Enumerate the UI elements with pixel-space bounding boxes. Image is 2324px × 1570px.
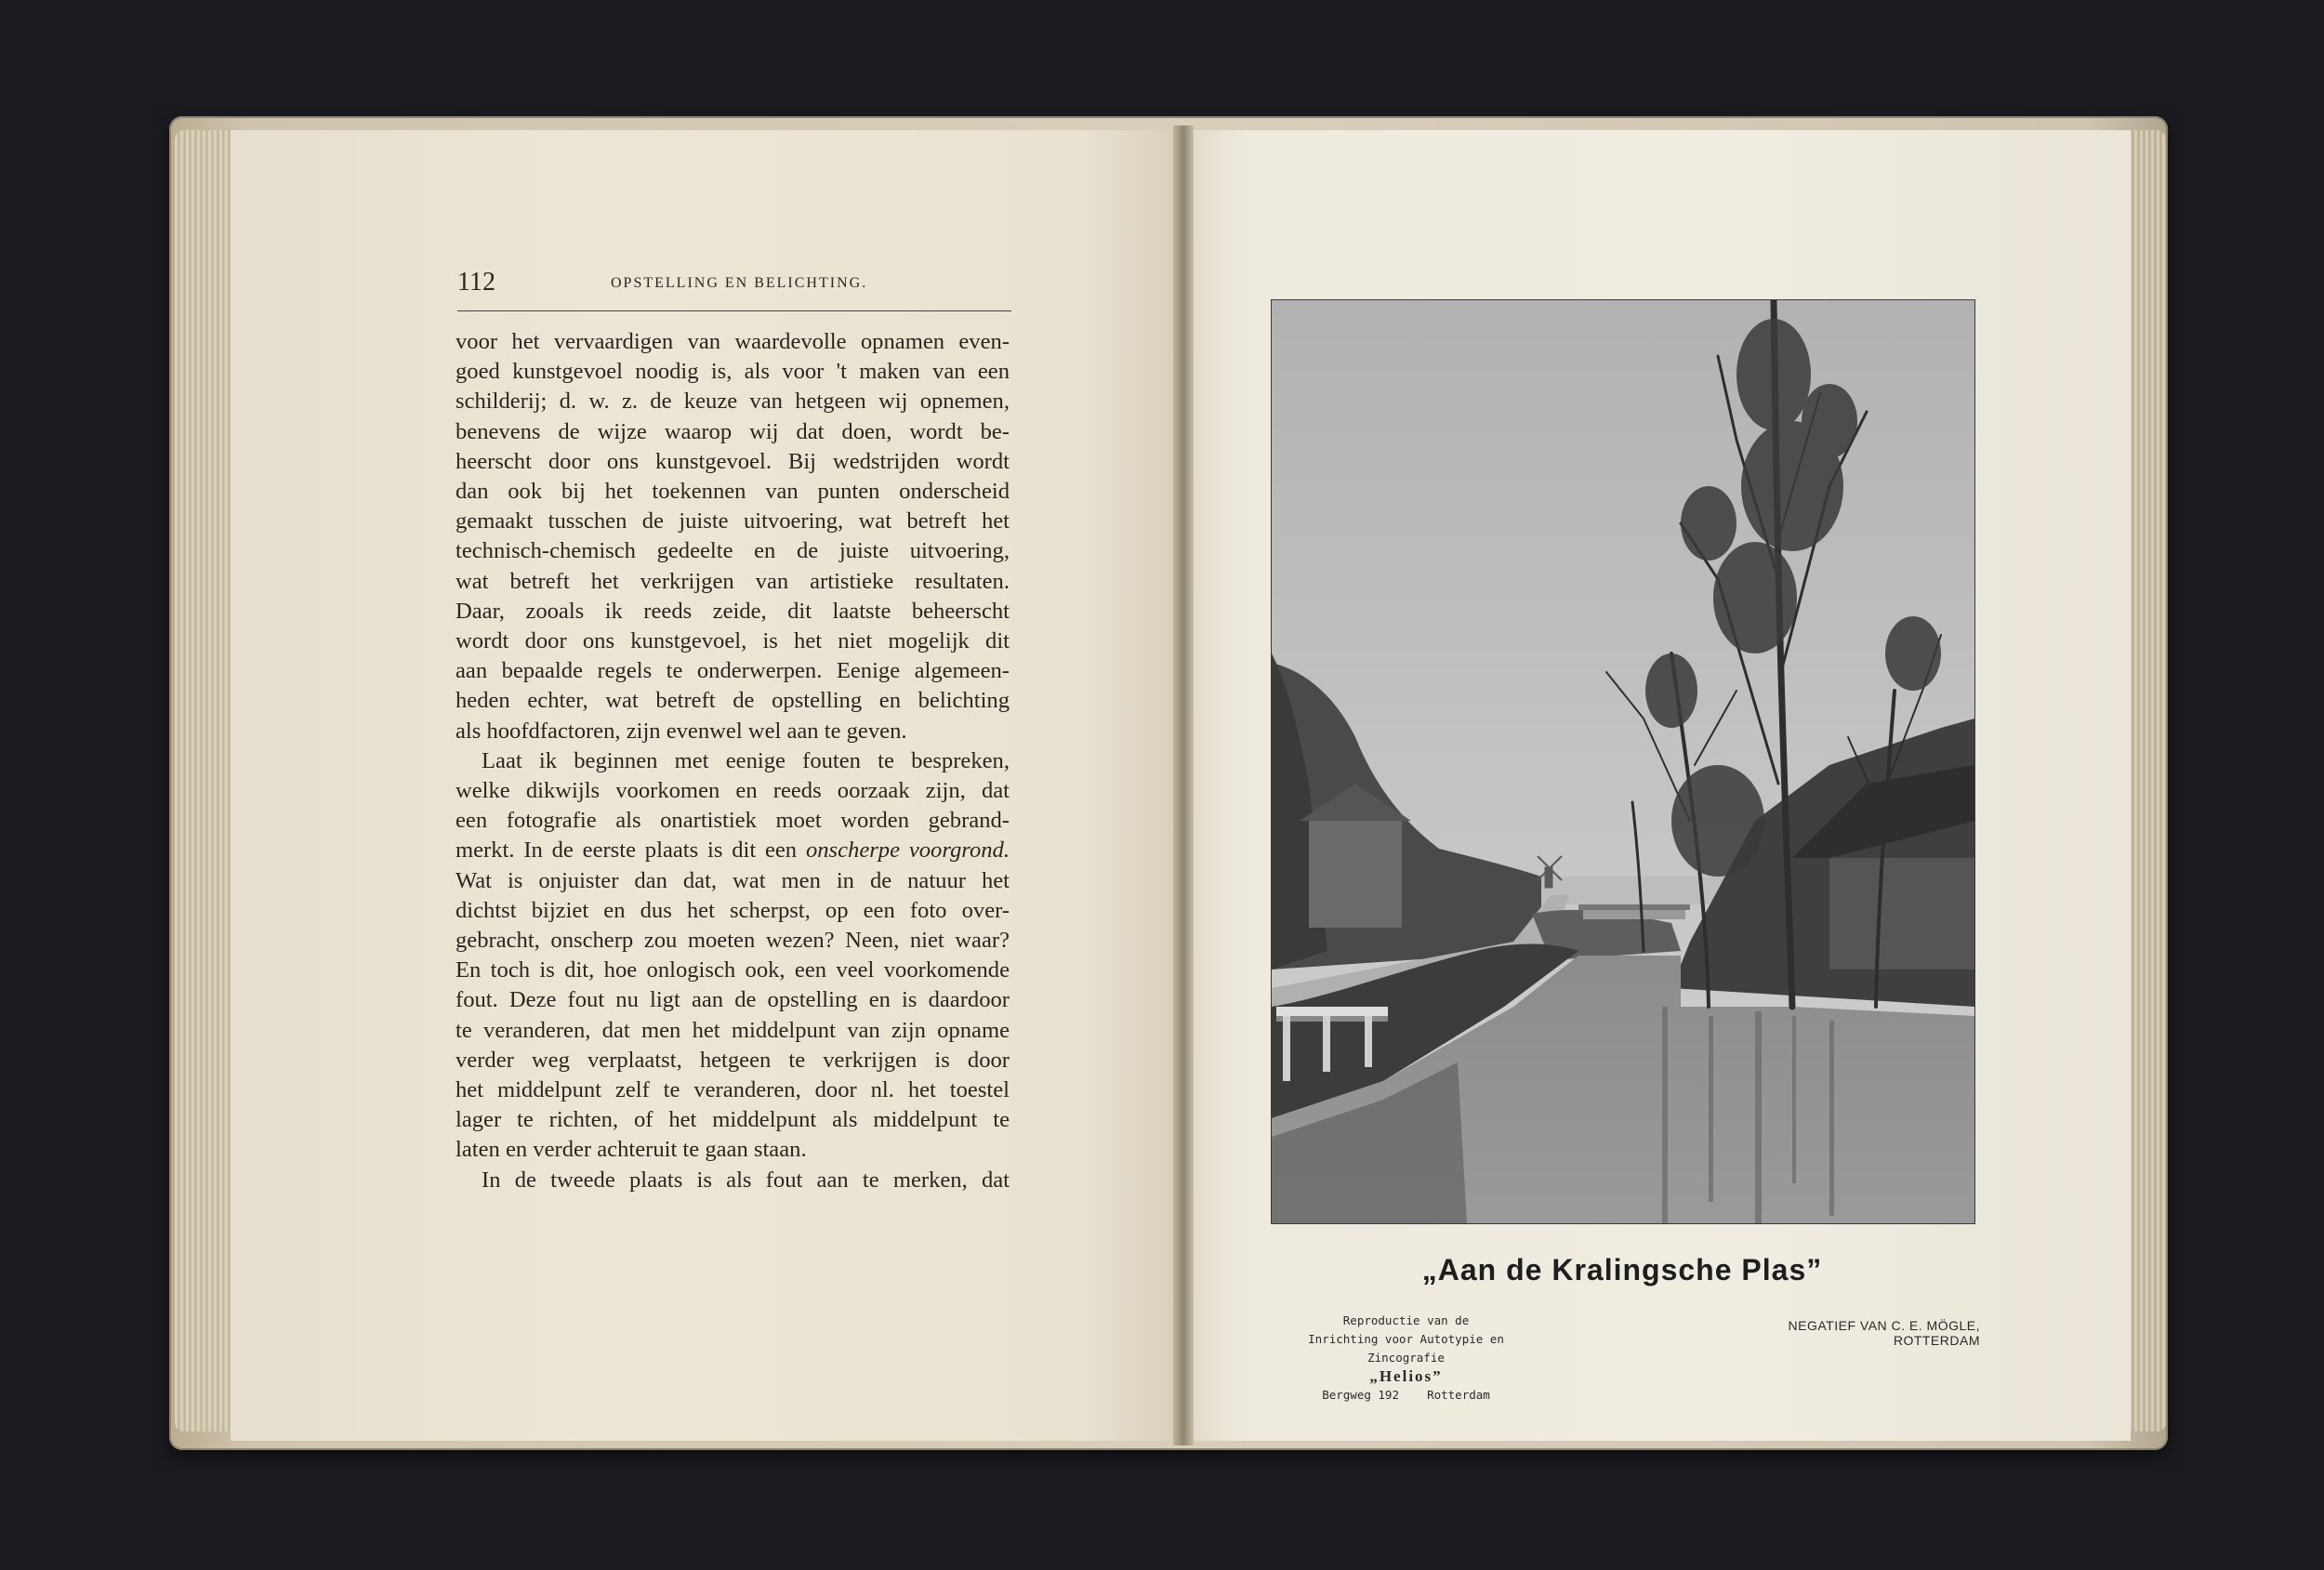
- reproduction-credit: [1278, 1312, 1534, 1405]
- negative-credit: NEGATIEF VAN C. E. MÖGLE, ROTTERDAM: [1788, 1318, 1980, 1348]
- text-line: dichtst bijziet en dus het scherpst, op een foto over-: [456, 897, 1010, 923]
- text-line: het middelpunt zelf te veranderen, door nl. het toestel: [456, 1077, 1010, 1103]
- text-line: goed kunstgevoel noodig is, als voor 't maken van een: [456, 359, 1010, 385]
- text-line: een fotografie als onartistiek moet worden gebrand-: [456, 808, 1010, 834]
- plate-caption: „Aan de Kralingsche Plas”: [1421, 1253, 1823, 1286]
- text-line: welke dikwijls voorkomen en reeds oorzaak zijn, dat: [456, 778, 1010, 804]
- chapter-title: OPSTELLING EN BELICHTING.: [611, 275, 868, 291]
- text-line: verder weg verplaatst, hetgeen te verkrijgen is door: [456, 1047, 1010, 1073]
- page-number: 112: [457, 268, 495, 297]
- running-head: [457, 268, 1011, 311]
- text-line: fout. Deze fout nu ligt aan de opstelling en is daardoor: [456, 987, 1010, 1013]
- text-line: wordt door ons kunstgevoel, is het niet mogelijk dit: [456, 628, 1010, 654]
- landscape-photograph: [1271, 299, 1975, 1224]
- text-line: lager te richten, of het middelpunt als middelpunt te: [456, 1107, 1010, 1133]
- text-segment: merkt. In de eerste plaats is dit een: [456, 838, 798, 864]
- credit-address: Bergweg 192 Rotterdam: [1322, 1388, 1490, 1402]
- text-line: dan ook bij het toekennen van punten onderscheid: [456, 479, 1010, 505]
- credit-line: Reproductie van de: [1342, 1313, 1470, 1327]
- page-edges-left: [175, 130, 231, 1431]
- text-line: heerscht door ons kunstgevoel. Bij wedstrijden wordt: [456, 448, 1010, 474]
- text-line: te veranderen, dat men het middelpunt van zijn opname: [456, 1017, 1010, 1043]
- text-line: In de tweede plaats is als fout aan te merken, dat: [482, 1167, 1010, 1193]
- text-line: Laat ik beginnen met eenige fouten te bespreken,: [482, 747, 1010, 773]
- text-line: Wat is onjuister dan dat, wat men in de natuur het: [456, 867, 1010, 893]
- book-gutter: [1173, 125, 1194, 1445]
- text-line: schilderij; d. w. z. de keuze van hetgeen wij opnemen,: [456, 389, 1010, 415]
- text-line: Daar, zooals ik reeds zeide, dit laatste beheerscht: [456, 598, 1010, 624]
- text-line: voor het vervaardigen van waardevolle opnamen even-: [456, 329, 1010, 354]
- text-line: gemaakt tusschen de juiste uitvoering, wat betreft het: [456, 508, 1010, 534]
- text-line: technisch-chemisch gedeelte en de juiste uitvoering,: [456, 538, 1010, 564]
- text-line-with-italic: [456, 836, 1010, 865]
- credit-line: Inrichting voor Autotypie en Zincografie: [1308, 1332, 1504, 1365]
- body-text: [456, 327, 1010, 1195]
- page-edges-right: [2129, 130, 2166, 1431]
- text-line: benevens de wijze waarop wij dat doen, wordt be-: [456, 418, 1010, 444]
- text-line: gebracht, onscherp zou moeten wezen? Neen, niet waar?: [456, 928, 1010, 954]
- text-line: wat betreft het verkrijgen van artistieke resultaten.: [456, 568, 1010, 594]
- text-line: En toch is dit, hoe onlogisch ook, een veel voorkomende: [456, 957, 1010, 983]
- italic-phrase: onscherpe voorgrond.: [805, 838, 1010, 864]
- credit-company-name: „Helios”: [1369, 1367, 1443, 1385]
- text-line: laten en verder achteruit te gaan staan.: [456, 1137, 807, 1163]
- text-line: aan bepaalde regels te onderwerpen. Eenige algemeen-: [456, 658, 1010, 684]
- text-line: heden echter, wat betreft de opstelling en belichting: [456, 688, 1010, 714]
- text-line: als hoofdfactoren, zijn evenwel wel aan te geven.: [456, 718, 907, 744]
